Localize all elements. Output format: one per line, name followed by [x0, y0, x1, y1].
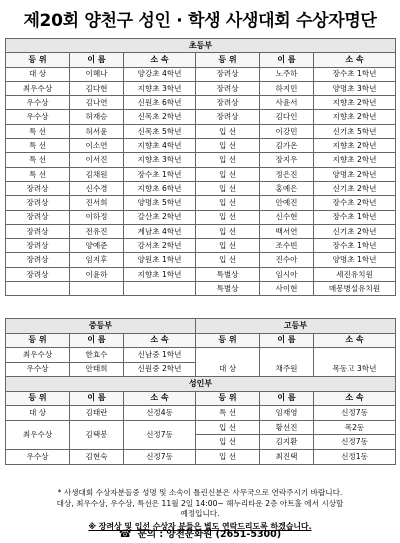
affiliation-cell: 목2동 — [314, 420, 396, 435]
note-line-4: ※ 장려상 및 입선 수상자 분들은 별도 연락드리도록 하겠습니다. — [88, 521, 312, 531]
name-cell: 이윤하 — [70, 267, 124, 281]
note-line-2: 대상, 최우수상, 우수상, 특선은 11월 2일 14:00~ 해누리타운 2층 아트홀 에서 시상할 — [56, 498, 344, 508]
award-cell: 최우수상 — [6, 348, 70, 363]
name-cell: 김채원 — [70, 167, 124, 181]
table-row — [6, 67, 396, 81]
name-cell: 양예준 — [70, 239, 124, 253]
name-cell: 전유진 — [70, 224, 124, 238]
name-cell: 이혜나 — [70, 67, 124, 81]
award-cell: 장려상 — [6, 253, 70, 267]
table-row — [6, 210, 396, 224]
award-cell: 장려상 — [196, 110, 260, 124]
table-row — [6, 282, 396, 296]
affiliation-cell: 신기초 2학년 — [314, 181, 396, 195]
table-row — [6, 110, 396, 124]
affiliation-cell: 목동고 3학년 — [314, 348, 396, 392]
header-name: 이 름 — [260, 391, 314, 406]
award-cell: 특별상 — [196, 282, 260, 296]
name-cell: 노주하 — [260, 67, 314, 81]
award-cell: 특별상 — [196, 267, 260, 281]
table-row — [6, 81, 396, 95]
award-cell: 장려상 — [196, 96, 260, 110]
affiliation-cell: 지향초 3학년 — [124, 153, 196, 167]
affiliation-cell: 신목초 5학년 — [124, 124, 196, 138]
table-row — [6, 181, 396, 195]
award-cell: 입 선 — [196, 181, 260, 195]
header-name: 이 름 — [260, 53, 314, 67]
section-label: 성인부 — [6, 377, 396, 392]
header-affiliation: 소 속 — [314, 53, 396, 67]
affiliation-cell: 양명초 2학년 — [314, 167, 396, 181]
name-cell: 김태란 — [70, 406, 124, 421]
affiliation-cell: 장수초 2학년 — [314, 196, 396, 210]
award-cell: 장려상 — [196, 67, 260, 81]
award-cell: 대 상 — [6, 67, 70, 81]
affiliation-cell: 계남초 4학년 — [124, 224, 196, 238]
affiliation-cell: 신기초 2학년 — [314, 224, 396, 238]
name-cell: 홍예은 — [260, 181, 314, 195]
note-line-3: 예정입니다. — [180, 509, 220, 518]
name-cell: 황선진 — [260, 420, 314, 435]
affiliation-cell: 양강초 4학년 — [124, 67, 196, 81]
award-cell: 최우수상 — [6, 420, 70, 449]
contact-line — [0, 526, 400, 540]
table-row — [6, 167, 396, 181]
name-cell: 정은진 — [260, 167, 314, 181]
name-cell: 이강민 — [260, 124, 314, 138]
header-name: 이 름 — [70, 391, 124, 406]
award-cell: 특 선 — [6, 124, 70, 138]
header-rank: 등 위 — [196, 333, 260, 348]
name-cell: 사윤서 — [260, 96, 314, 110]
header-affiliation: 소 속 — [314, 391, 396, 406]
affiliation-cell: 매봉병설유치원 — [314, 282, 396, 296]
table-row — [6, 239, 396, 253]
name-cell: 김나연 — [70, 96, 124, 110]
name-cell: 최진택 — [260, 449, 314, 464]
name-cell: 사이현 — [260, 282, 314, 296]
table-row — [6, 253, 396, 267]
header-affiliation: 소 속 — [124, 391, 196, 406]
elementary-table — [5, 38, 396, 296]
name-cell: 조수빈 — [260, 239, 314, 253]
header-row — [6, 53, 396, 67]
name-cell: 허재승 — [70, 110, 124, 124]
affiliation-cell: 신정7동 — [314, 406, 396, 421]
name-cell: 김택봉 — [70, 420, 124, 449]
award-cell: 장려상 — [6, 210, 70, 224]
affiliation-cell: 장수초 1학년 — [314, 239, 396, 253]
award-cell: 입 선 — [196, 239, 260, 253]
table-row — [6, 348, 396, 363]
header-name: 이 름 — [70, 333, 124, 348]
table-row — [6, 267, 396, 281]
page-title: 제20회 양천구 성인 · 학생 사생대회 수상자명단 — [23, 11, 377, 31]
affiliation-cell: 지향초 2학년 — [314, 139, 396, 153]
award-cell: 입 선 — [196, 253, 260, 267]
name-cell: 김현숙 — [70, 449, 124, 464]
award-cell: 입 선 — [196, 167, 260, 181]
table-row — [6, 420, 396, 435]
affiliation-cell: 양명초 1학년 — [314, 253, 396, 267]
name-cell: 신수현 — [260, 210, 314, 224]
empty-cell — [124, 282, 196, 296]
name-cell: 김가온 — [260, 139, 314, 153]
award-cell: 입 선 — [196, 153, 260, 167]
section-label: 초등부 — [6, 39, 396, 53]
award-cell: 특 선 — [6, 167, 70, 181]
award-cell: 입 선 — [196, 210, 260, 224]
affiliation-cell: 지향초 2학년 — [314, 153, 396, 167]
affiliation-cell: 지향초 4학년 — [124, 139, 196, 153]
header-rank: 등 위 — [6, 391, 70, 406]
affiliation-cell: 지향초 2학년 — [314, 96, 396, 110]
affiliation-cell: 지향초 3학년 — [124, 81, 196, 95]
award-cell: 입 선 — [196, 449, 260, 464]
name-cell: 임시아 — [260, 267, 314, 281]
award-cell: 장려상 — [6, 267, 70, 281]
table-row — [6, 224, 396, 238]
award-cell: 우수상 — [6, 362, 70, 377]
affiliation-cell: 신정7동 — [124, 420, 196, 449]
affiliation-cell: 신남중 1학년 — [124, 348, 196, 363]
award-cell: 우수상 — [6, 449, 70, 464]
header-row — [6, 333, 396, 348]
award-cell: 우수상 — [6, 110, 70, 124]
header-affiliation: 소 속 — [124, 53, 196, 67]
affiliation-cell: 양명초 3학년 — [314, 81, 396, 95]
award-cell: 장려상 — [6, 196, 70, 210]
name-cell: 안예진 — [260, 196, 314, 210]
name-cell: 허서윤 — [70, 124, 124, 138]
affiliation-cell: 장수초 1학년 — [314, 67, 396, 81]
header-name: 이 름 — [70, 53, 124, 67]
empty-cell — [70, 282, 124, 296]
section-label: 중등부 — [6, 319, 196, 334]
table-row — [6, 124, 396, 138]
affiliation-cell: 지향초 6학년 — [124, 181, 196, 195]
award-cell: 장려상 — [6, 181, 70, 195]
affiliation-cell: 신정1동 — [314, 449, 396, 464]
table-row — [6, 139, 396, 153]
award-cell: 특 선 — [6, 139, 70, 153]
name-cell: 한효수 — [70, 348, 124, 363]
table-row — [6, 153, 396, 167]
name-cell: 김지환 — [260, 435, 314, 450]
affiliation-cell: 신정7동 — [314, 435, 396, 450]
name-cell: 안태희 — [70, 362, 124, 377]
header-rank: 등 위 — [6, 333, 70, 348]
empty-cell — [6, 282, 70, 296]
affiliation-cell: 신정7동 — [124, 449, 196, 464]
name-cell: 채주원 — [260, 348, 314, 392]
affiliation-cell: 신기초 5학년 — [314, 124, 396, 138]
name-cell: 김다인 — [260, 110, 314, 124]
name-cell: 임재영 — [260, 406, 314, 421]
affiliation-cell: 지향초 2학년 — [314, 110, 396, 124]
award-cell: 장려상 — [196, 81, 260, 95]
name-cell: 진서희 — [70, 196, 124, 210]
header-row — [6, 391, 396, 406]
contact-text: 문의 : 양천문화원 (2651-5300) — [137, 529, 282, 540]
header-rank: 등 위 — [196, 53, 260, 67]
header-affiliation: 소 속 — [314, 333, 396, 348]
award-cell: 입 선 — [196, 420, 260, 435]
award-cell: 입 선 — [196, 224, 260, 238]
header-rank: 등 위 — [196, 391, 260, 406]
award-cell: 특 선 — [6, 153, 70, 167]
header-affiliation: 소 속 — [124, 333, 196, 348]
affiliation-cell: 신원중 2학년 — [124, 362, 196, 377]
award-cell: 입 선 — [196, 196, 260, 210]
affiliation-cell: 강서초 2학년 — [124, 239, 196, 253]
header-name: 이 름 — [260, 333, 314, 348]
award-cell: 특 선 — [196, 406, 260, 421]
affiliation-cell: 장수초 1학년 — [124, 167, 196, 181]
name-cell: 임지후 — [70, 253, 124, 267]
table-row — [6, 449, 396, 464]
award-cell: 입 선 — [196, 139, 260, 153]
section-row — [6, 39, 396, 53]
affiliation-cell: 장수초 1학년 — [314, 210, 396, 224]
affiliation-cell: 지향초 1학년 — [124, 267, 196, 281]
award-cell: 장려상 — [6, 224, 70, 238]
affiliation-cell: 신목초 2학년 — [124, 110, 196, 124]
table-row — [6, 196, 396, 210]
affiliation-cell: 신원초 6학년 — [124, 96, 196, 110]
award-cell: 우수상 — [6, 96, 70, 110]
header-rank: 등 위 — [6, 53, 70, 67]
affiliation-cell: 신정4동 — [124, 406, 196, 421]
award-cell: 장려상 — [6, 239, 70, 253]
phone-icon: ☎ — [118, 529, 132, 540]
name-cell: 이소연 — [70, 139, 124, 153]
affiliation-cell: 양명초 5학년 — [124, 196, 196, 210]
adult-table — [5, 376, 396, 465]
award-cell: 입 선 — [196, 435, 260, 450]
name-cell: 신수경 — [70, 181, 124, 195]
award-cell: 최우수상 — [6, 81, 70, 95]
name-cell: 이서진 — [70, 153, 124, 167]
award-cell: 대 상 — [6, 406, 70, 421]
table-row — [6, 406, 396, 421]
name-cell: 진수아 — [260, 253, 314, 267]
table-row — [6, 96, 396, 110]
note-line-1: * 사생대회 수상자분들중 성명 및 소속이 틀린신분은 사무국으로 연락주시기 바랍니다. — [57, 488, 343, 497]
name-cell: 장지우 — [260, 153, 314, 167]
name-cell: 백서연 — [260, 224, 314, 238]
award-cell: 대 상 — [196, 348, 260, 392]
affiliation-cell: 양원초 1학년 — [124, 253, 196, 267]
name-cell: 하지민 — [260, 81, 314, 95]
award-cell: 입 선 — [196, 124, 260, 138]
section-row — [6, 377, 396, 392]
section-label: 고등부 — [196, 319, 396, 334]
name-cell: 이하정 — [70, 210, 124, 224]
affiliation-cell: 갈산초 2학년 — [124, 210, 196, 224]
name-cell: 김다현 — [70, 81, 124, 95]
affiliation-cell: 세진유치원 — [314, 267, 396, 281]
section-row — [6, 319, 396, 334]
